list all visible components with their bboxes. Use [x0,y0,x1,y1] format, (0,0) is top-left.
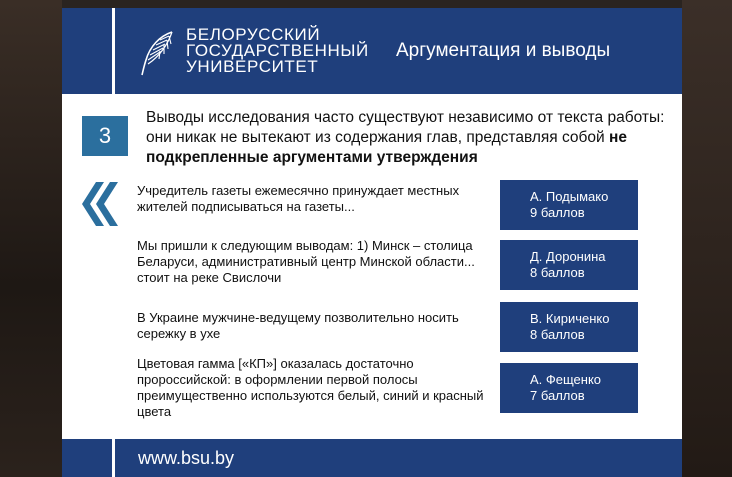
author-name-2: Д. Доронина [530,249,606,264]
slide-footer [62,439,682,477]
footer-divider [112,439,115,477]
author-score-4: 7 баллов [530,388,585,403]
university-name-line-1: БЕЛОРУССКИЙ [186,25,321,44]
feather-logo-icon [138,30,176,76]
author-box-1 [500,180,638,230]
author-name-1: А. Подымако [530,189,609,204]
quote-text-2: Мы пришли к следующим выводам: 1) Минск – столица Беларуси, административный центр Минской области... стоит на реке Свислочи [137,238,475,285]
quote-text-3: В Украине мужчине-ведущему позволительно носить сережку в ухе [137,310,459,341]
header-divider [112,8,115,94]
quote-text-1: Учредитель газеты ежемесячно принуждает местных жителей подписываться на газеты... [137,183,460,214]
author-box-4 [500,363,638,413]
background-left [0,0,62,477]
main-statement [146,108,666,168]
main-statement-text: Выводы исследования часто существуют независимо от текста работы: они никак не вытекают из содержания глав, представляя собой [146,109,665,146]
presentation-slide [62,8,682,477]
author-box-3 [500,302,638,352]
university-name-line-2: ГОСУДАРСТВЕННЫЙ [186,41,369,60]
double-chevron-left-icon [80,178,120,230]
background-right [682,0,732,477]
university-name [186,27,369,75]
author-score-1: 9 баллов [530,205,585,220]
author-box-2 [500,240,638,290]
website-url: www.bsu.by [138,448,235,468]
point-number-badge: 3 [82,116,128,156]
slide-header [62,8,682,94]
author-score-3: 8 баллов [530,327,585,342]
quote-text-4: Цветовая гамма [«КП»] оказалась достаточно пророссийской: в оформлении первой полосы преимущественно используются белый, синий и красный цвета [137,356,484,419]
slide-title: Аргументация и выводы [396,40,611,61]
author-score-2: 8 баллов [530,265,585,280]
author-name-4: А. Фещенко [530,372,602,387]
university-name-line-3: УНИВЕРСИТЕТ [186,57,319,76]
author-name-3: В. Кириченко [530,311,610,326]
main-statement-bold: не подкрепленные аргументами утверждения [146,129,627,166]
